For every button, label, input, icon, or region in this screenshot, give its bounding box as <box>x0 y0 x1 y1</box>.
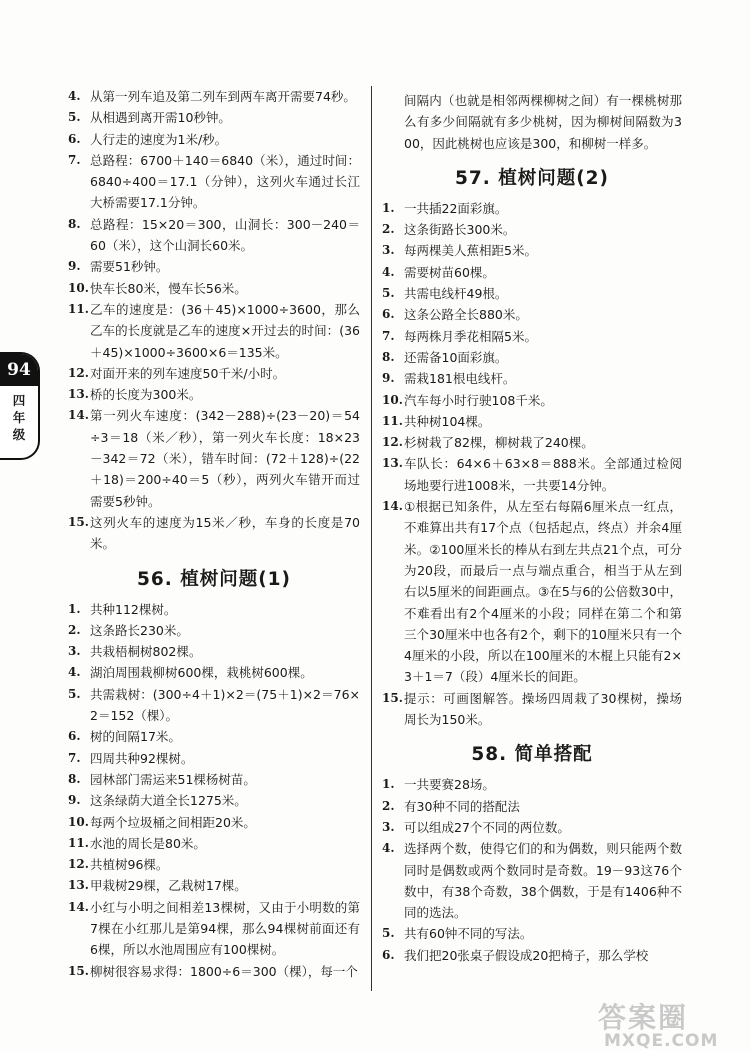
answer-text: 总路程：15×20＝300，山洞长：300－240＝60（米），这个山洞长60米。 <box>90 216 360 254</box>
answer-item <box>68 875 360 896</box>
answer-number: 5. <box>382 286 395 301</box>
answer-number: 12. <box>68 365 89 380</box>
answer-number: 3. <box>68 644 81 659</box>
answer-item <box>382 923 682 944</box>
left-column <box>68 86 360 982</box>
section-58-title: 58. 简单搭配 <box>471 744 593 766</box>
answer-number: 10. <box>382 392 403 407</box>
answer-text: 有30种不同的搭配法 <box>404 798 520 814</box>
answer-text: 水池的周长是80米。 <box>90 835 206 851</box>
answer-number: 15. <box>68 963 89 978</box>
answer-item <box>382 347 682 368</box>
answer-text: 共种112棵树。 <box>90 601 177 617</box>
answer-number: 4. <box>68 89 81 103</box>
answer-item <box>68 620 360 641</box>
answer-text: 对面开来的列车速度50千米/小时。 <box>90 365 286 381</box>
answer-number: 6. <box>68 729 81 744</box>
answer-item <box>68 769 360 790</box>
answer-number: 4. <box>382 841 395 856</box>
answer-item <box>382 838 682 923</box>
answer-text: 每两棵美人蕉相距5米。 <box>404 243 537 259</box>
watermark-text: 答案圈 <box>598 1001 689 1034</box>
answer-number: 7. <box>68 152 81 167</box>
answer-item <box>382 496 682 688</box>
answer-text: 总路程：6700＋140＝6840（米），通过时间：6840÷400＝17.1（分钟），这列火车通过长江大桥需要17.1分钟。 <box>90 152 360 211</box>
answer-text: 共栽梧桐树802棵。 <box>90 644 202 660</box>
answer-item <box>68 278 360 299</box>
answer-item <box>68 726 360 747</box>
answer-number: 11. <box>68 835 89 850</box>
watermark-url: MXQE.COM <box>604 1031 719 1051</box>
answer-text: 共需电线杆49根。 <box>404 286 508 302</box>
answers-list-57 <box>382 198 682 730</box>
site-watermark-logo <box>598 1001 738 1051</box>
answer-number: 6. <box>68 131 81 146</box>
answer-number: 12. <box>68 857 89 872</box>
answers-list-58 <box>382 774 682 966</box>
answer-text: 人行走的速度为1米/秒。 <box>90 131 228 147</box>
answer-number: 13. <box>382 456 403 471</box>
answer-text: 快车长80米，慢车长56米。 <box>90 280 247 296</box>
answer-item <box>68 363 360 384</box>
answer-text: 这条街路长300米。 <box>404 222 516 238</box>
answer-text: 这条公路全长880米。 <box>404 307 528 323</box>
answer-item <box>382 411 682 432</box>
answer-item <box>68 256 360 277</box>
answer-number: 5. <box>68 110 81 125</box>
answer-item <box>68 748 360 769</box>
answer-text: 这条绿荫大道全长1275米。 <box>90 793 247 809</box>
answer-text: 从第一列车追及第二列车到两车离开需要74秒。 <box>90 89 356 104</box>
answer-text: 湖泊周围栽柳树600棵，栽桃树600棵。 <box>90 665 313 681</box>
answer-number: 13. <box>68 387 89 402</box>
answer-item <box>382 219 682 240</box>
answer-item <box>68 812 360 833</box>
answer-text: 一共插22面彩旗。 <box>404 200 508 216</box>
answer-text: 共植树96棵。 <box>90 857 169 873</box>
answer-number: 14. <box>68 408 89 423</box>
answer-number: 10. <box>68 814 89 829</box>
section-56-title: 56. 植树问题(1) <box>137 568 291 590</box>
answer-number: 3. <box>382 243 395 258</box>
answer-text: 需要51秒钟。 <box>90 259 169 275</box>
answer-text: 提示：可画图解答。操场四周栽了30棵树，操场周长为150米。 <box>404 690 682 728</box>
answer-item <box>68 405 360 511</box>
answer-text: 可以组成27个不同的两位数。 <box>404 819 570 835</box>
answer-item <box>382 817 682 838</box>
answer-number: 6. <box>382 947 395 962</box>
grade-label: 四年级 <box>12 393 26 442</box>
answer-text: 杉树栽了82棵，柳树栽了240棵。 <box>404 435 594 451</box>
answer-item <box>382 262 682 283</box>
answer-text: 还需备10面彩旗。 <box>404 349 508 365</box>
answer-text: ①根据已知条件，从左至右每隔6厘米点一红点，不难算出共有17个点（包括起点，终点）并余4厘米。②100厘米长的棒从右到左共点21个点，可分为20段，而最后一点与端点重合，相当于从左到右以5厘米的间距画点。③在5与6的公倍数30中，不难看出有2个4厘米的小段；同样在第二个和第三个30厘米中也各有2个，剩下的10厘米只有一个4厘米的小段，所以在100厘米的木棍上只能有2×3＋1＝7（段）4厘米长的间距。 <box>404 499 682 685</box>
answer-text: 选择两个数，使得它们的和为偶数，则只能两个数同时是偶数或两个数同时是奇数。19－93这76个数中，有38个奇数，38个偶数，于是有1406种不同的选法。 <box>404 841 682 921</box>
answers-list-56 <box>68 599 360 982</box>
answer-text: 汽车每小时行驶108千米。 <box>404 392 553 408</box>
answer-number: 8. <box>382 349 395 364</box>
answer-item <box>68 854 360 875</box>
answer-number: 2. <box>68 622 81 637</box>
answer-item <box>68 86 360 107</box>
answer-number: 1. <box>382 777 395 792</box>
page-number-tab <box>0 352 40 460</box>
answer-item <box>68 107 360 128</box>
answer-text: 园林部门需运来51棵杨树苗。 <box>90 771 256 787</box>
column-divider <box>371 86 372 991</box>
answer-item <box>382 304 682 325</box>
answer-number: 12. <box>382 435 403 450</box>
answer-text: 柳树很容易求得：1800÷6＝300（棵），每一个 <box>90 963 358 979</box>
answer-text: 桥的长度为300米。 <box>90 387 202 403</box>
answer-number: 13. <box>68 878 89 893</box>
answer-number: 2. <box>382 798 395 813</box>
answer-number: 15. <box>382 690 403 705</box>
answer-item <box>68 961 360 982</box>
answer-number: 2. <box>382 222 395 237</box>
answer-text: 每两个垃圾桶之间相距20米。 <box>90 814 256 830</box>
answer-number: 1. <box>68 601 81 616</box>
answer-item <box>68 641 360 662</box>
answer-item <box>382 368 682 389</box>
answer-item <box>382 432 682 453</box>
answer-item <box>382 796 682 817</box>
section-57-title: 57. 植树问题(2) <box>455 167 609 189</box>
answer-number: 8. <box>68 216 81 231</box>
answer-number: 9. <box>68 259 81 274</box>
answer-item <box>382 240 682 261</box>
answer-number: 10. <box>68 280 89 295</box>
answer-text: 树的间隔17米。 <box>90 729 181 745</box>
answer-item <box>382 688 682 731</box>
answer-item <box>68 384 360 405</box>
answer-item <box>382 774 682 795</box>
answer-text: 我们把20张桌子假设成20把椅子，那么学校 <box>404 947 649 963</box>
answer-text: 四周共种92棵树。 <box>90 750 194 766</box>
answer-text: 乙车的速度是：(36＋45)×1000÷3600，那么乙车的长度就是乙车的速度×开过去的时间：(36＋45)×1000÷3600×6＝135米。 <box>90 301 360 360</box>
answer-item <box>68 599 360 620</box>
answer-text: 共种树104棵。 <box>404 413 491 429</box>
answer-text: 需要树苗60棵。 <box>404 264 495 280</box>
answer-item <box>68 512 360 555</box>
answer-text: 小红与小明之间相差13棵树，又由于小明数的第7棵在小红那儿是第94棵，那么94棵树前面还有6棵，所以水池周围应有100棵树。 <box>90 899 360 958</box>
answer-item <box>68 214 360 257</box>
answer-text: 车队长：64×6＋63×8＝888米。全部通过检阅场地要行进1008米，一共要14分钟。 <box>404 456 682 493</box>
answer-item <box>382 198 682 219</box>
answer-number: 11. <box>68 301 89 316</box>
answer-number: 5. <box>68 686 81 701</box>
answer-item <box>68 150 360 214</box>
answer-item <box>68 129 360 150</box>
answer-number: 7. <box>68 750 81 765</box>
answers-list-55 <box>68 86 360 555</box>
answer-item <box>68 299 360 363</box>
answer-item <box>382 283 682 304</box>
right-column <box>382 90 682 966</box>
answer-number: 3. <box>382 819 395 834</box>
answer-text: 从相遇到离开需10秒钟。 <box>90 110 231 126</box>
answer-text: 共需栽树：(300÷4＋1)×2＝(75＋1)×2＝76×2＝152（棵）。 <box>90 686 360 724</box>
answer-number: 1. <box>382 200 395 215</box>
answer-item <box>68 833 360 854</box>
answer-number: 8. <box>68 771 81 786</box>
answer-text: 甲栽树29棵，乙栽树17棵。 <box>90 878 247 894</box>
answer-number: 7. <box>382 328 395 343</box>
answer-item <box>68 790 360 811</box>
answer-item <box>68 897 360 961</box>
answer-item <box>382 453 682 496</box>
answer-item <box>382 326 682 347</box>
answer-number: 9. <box>68 793 81 808</box>
answer-number: 9. <box>382 371 395 386</box>
answer-text: 需栽181根电线杆。 <box>404 371 516 387</box>
answer-number: 14. <box>382 499 403 514</box>
answer-text: 这列火车的速度为15米／秒，车身的长度是70米。 <box>90 514 360 552</box>
answer-text: 第一列火车速度：(342－288)÷(23－20)＝54÷3＝18（米／秒），第一列火车长度：18×23－342＝72（米），错车时间：(72＋128)÷(22＋18)＝200÷40＝5（秒），两列火车错开而过需要5秒钟。 <box>90 408 360 509</box>
answer-text: 共有60钟不同的写法。 <box>404 926 533 942</box>
answer-number: 6. <box>382 307 395 322</box>
answer-item <box>68 684 360 727</box>
answer-item <box>68 662 360 683</box>
page-number: 94 <box>0 354 38 386</box>
answer-number: 4. <box>68 665 81 680</box>
continued-answer: 间隔内（也就是相邻两棵柳树之间）有一棵桃树那么有多少间隔就有多少桃树，因为柳树间隔数为300，因此桃树也应该是300，和柳树一样多。 <box>404 93 682 151</box>
answer-number: 11. <box>382 413 403 428</box>
answer-item <box>382 945 682 966</box>
answer-text: 每两株月季花相隔5米。 <box>404 328 537 344</box>
answer-number: 5. <box>382 926 395 941</box>
answer-number: 4. <box>382 264 395 279</box>
answer-text: 一共要赛28场。 <box>404 777 495 793</box>
answer-text: 这条路长230米。 <box>90 622 189 638</box>
answer-number: 14. <box>68 899 89 914</box>
answer-item <box>382 390 682 411</box>
answer-number: 15. <box>68 514 89 529</box>
